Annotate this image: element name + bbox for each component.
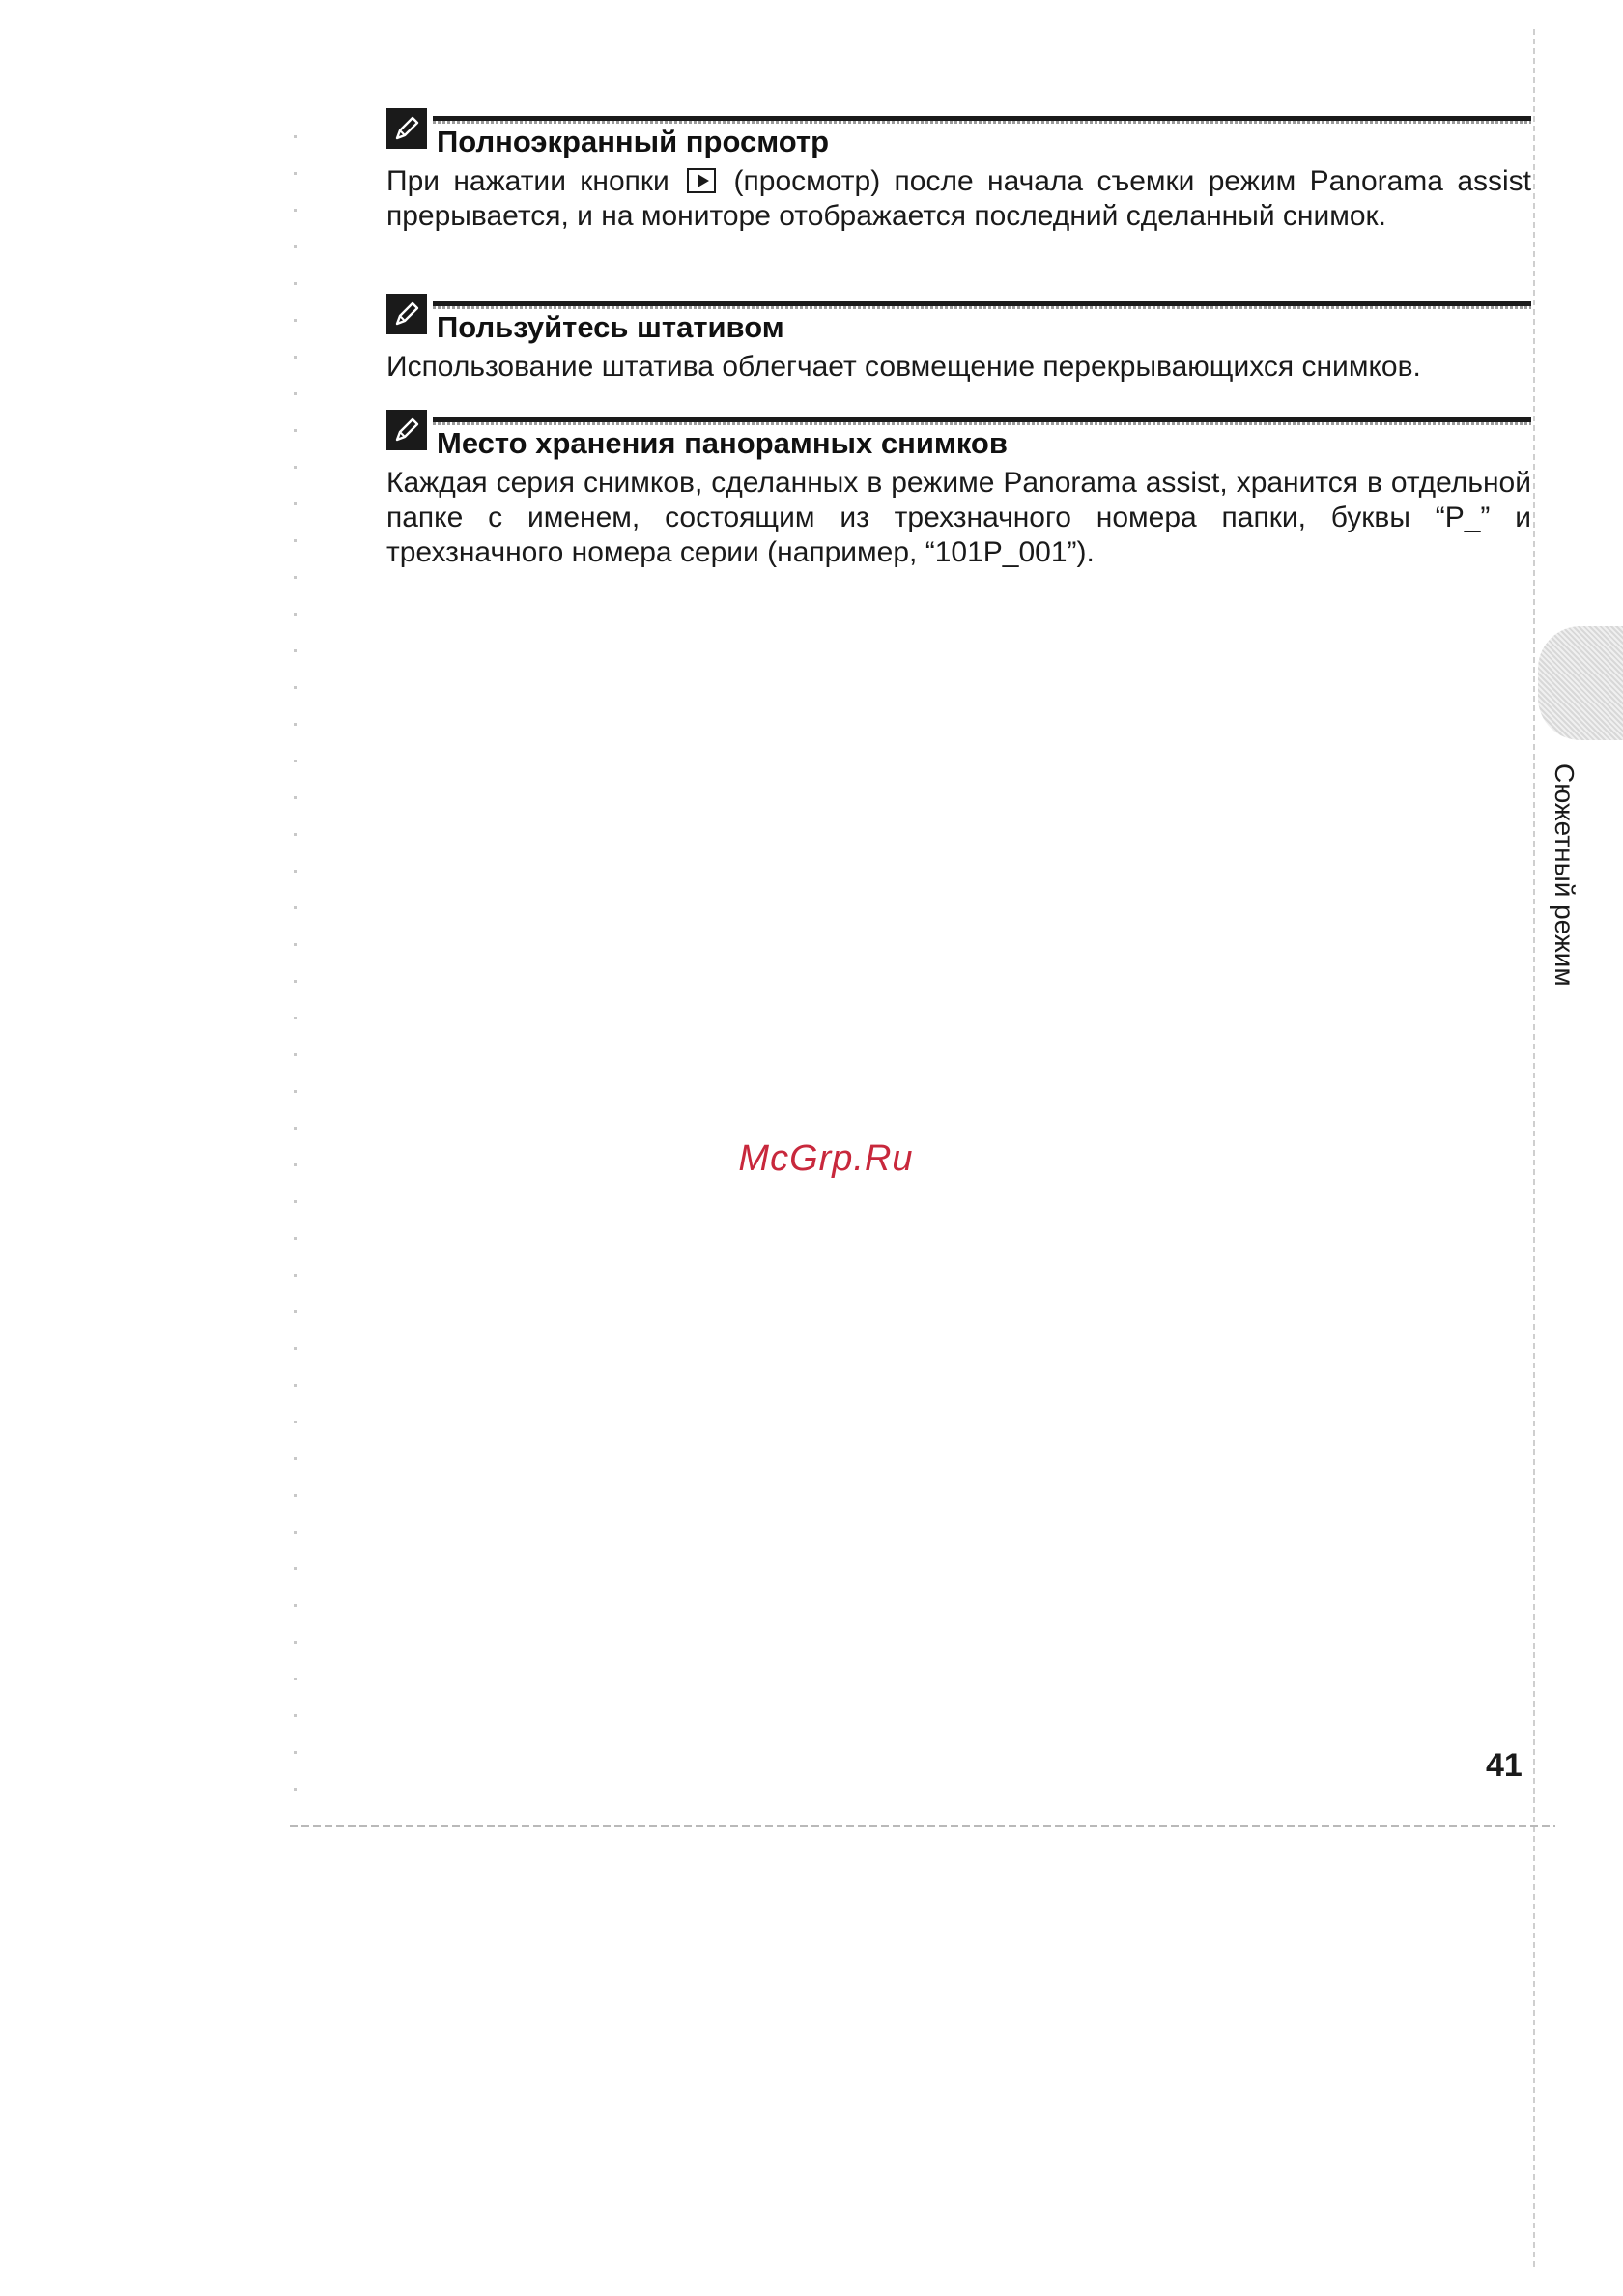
- pencil-icon: [386, 294, 427, 334]
- note-header: [386, 410, 1531, 460]
- note-title: Полноэкранный просмотр: [437, 125, 830, 158]
- note-body: Каждая серия снимков, сделанных в режиме Panorama assist, хранится в отдельной папке с именем, состоящим из трехзначного номера папки, буквы “P_” и трехзначного номера серии (например, “101P_001”).: [386, 467, 1531, 568]
- section-tab-label: Сюжетный режим: [1550, 763, 1580, 987]
- watermark: McGrp.Ru: [738, 1138, 914, 1179]
- bottom-margin-line: [290, 1825, 1555, 1827]
- left-margin-dots: [294, 135, 297, 1817]
- note-fullscreen-playback: [386, 108, 1531, 263]
- note-use-tripod: [386, 294, 1531, 414]
- note-body-text: При нажатии кнопки: [386, 165, 669, 197]
- pencil-icon: [386, 410, 427, 450]
- note-title: Место хранения панорамных снимков: [437, 426, 1008, 460]
- note-rule: [433, 116, 1531, 121]
- note-title: Пользуйтесь штативом: [437, 310, 784, 344]
- play-button-icon: [687, 168, 716, 193]
- section-tab: [1538, 626, 1623, 740]
- note-header: [386, 294, 1531, 344]
- note-panorama-storage: [386, 410, 1531, 599]
- note-body: [386, 164, 1531, 234]
- note-body-text-cont: (просмотр) после начала съемки режим Panorama assist прерывается, и на мониторе отображается последний сделанный снимок.: [386, 165, 1532, 232]
- page-number: 41: [1486, 1747, 1523, 1784]
- pencil-icon: [386, 108, 427, 149]
- note-body: Использование штатива облегчает совмещение перекрывающихся снимков.: [386, 351, 1421, 383]
- note-rule: [433, 301, 1531, 306]
- note-header: [386, 108, 1531, 158]
- note-rule: [433, 417, 1531, 422]
